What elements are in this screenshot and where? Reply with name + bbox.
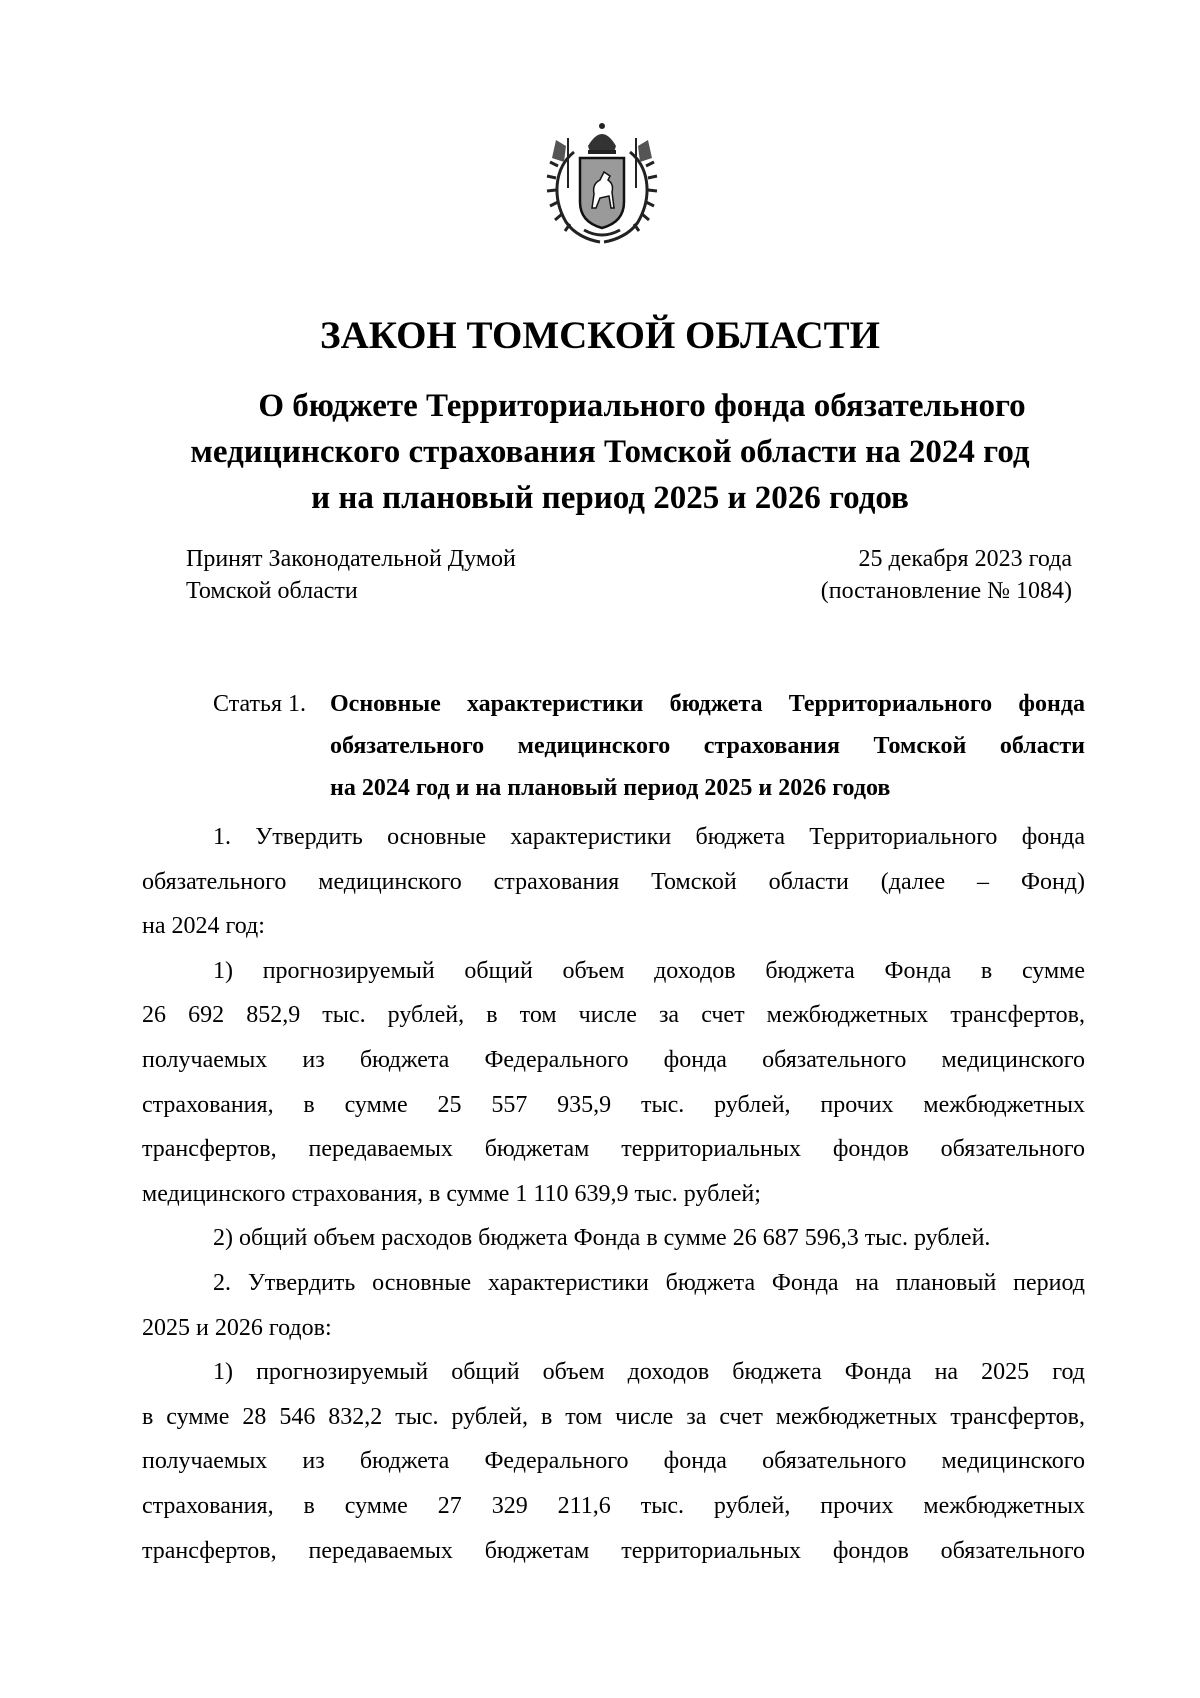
article-body [142, 815, 1085, 1573]
article-heading-line: обязательного медицинского страхования Томской области [330, 733, 1085, 759]
body-line: получаемых из бюджета Федерального фонда обязательного медицинского [142, 1046, 1085, 1073]
body-line: 26 692 852,9 тыс. рублей, в том числе за счет межбюджетных трансфертов, [142, 1002, 1085, 1029]
adopted-by [186, 543, 516, 607]
subject-line: и на плановый период 2025 и 2026 годов [311, 480, 909, 516]
adoption-date-line: 25 декабря 2023 года [858, 546, 1072, 572]
subject-line: О бюджете Территориального фонда обязательного [258, 388, 1026, 424]
body-line: 2. Утвердить основные характеристики бюджета Фонда на плановый период [213, 1269, 1085, 1296]
body-line: обязательного медицинского страхования Томской области (далее – Фонд) [142, 868, 1085, 895]
article-heading-line: Основные характеристики бюджета Территориального фонда [330, 691, 1085, 717]
body-line: медицинского страхования, в сумме 1 110 639,9 тыс. рублей; [142, 1180, 761, 1207]
adopted-by-line: Принят Законодательной Думой [186, 546, 516, 572]
body-line: в сумме 28 546 832,2 тыс. рублей, в том числе за счет межбюджетных трансфертов, [142, 1403, 1085, 1430]
article-label: Статья 1. [213, 691, 306, 717]
body-line: трансфертов, передаваемых бюджетам территориальных фондов обязательного [142, 1136, 1085, 1163]
article-heading-line: на 2024 год и на плановый период 2025 и 2026 годов [330, 775, 891, 801]
resolution-number: (постановление № 1084) [820, 578, 1072, 604]
law-subject-title [140, 383, 1080, 521]
body-line: 1) прогнозируемый общий объем доходов бюджета Фонда на 2025 год [213, 1359, 1085, 1386]
body-line: 1. Утвердить основные характеристики бюджета Территориального фонда [213, 824, 1085, 850]
subject-line: медицинского страхования Томской области на 2024 год [190, 434, 1030, 470]
adoption-date [821, 543, 1072, 607]
body-line: 1) прогнозируемый общий объем доходов бюджета Фонда в сумме [213, 957, 1085, 984]
coat-of-arms-icon [544, 118, 660, 246]
body-line: страхования, в сумме 25 557 935,9 тыс. рублей, прочих межбюджетных [142, 1091, 1085, 1118]
law-title: ЗАКОН ТОМСКОЙ ОБЛАСТИ [320, 314, 880, 357]
article-heading [213, 683, 1085, 809]
body-line: на 2024 год: [142, 913, 265, 940]
body-line: 2) общий объем расходов бюджета Фонда в сумме 26 687 596,3 тыс. рублей. [213, 1225, 991, 1252]
body-line: трансфертов, передаваемых бюджетам территориальных фондов обязательного [142, 1537, 1085, 1564]
body-line: 2025 и 2026 годов: [142, 1314, 332, 1341]
adopted-by-line: Томской области [186, 578, 358, 604]
body-line: получаемых из бюджета Федерального фонда обязательного медицинского [142, 1448, 1085, 1475]
body-line: страхования, в сумме 27 329 211,6 тыс. рублей, прочих межбюджетных [142, 1492, 1085, 1519]
